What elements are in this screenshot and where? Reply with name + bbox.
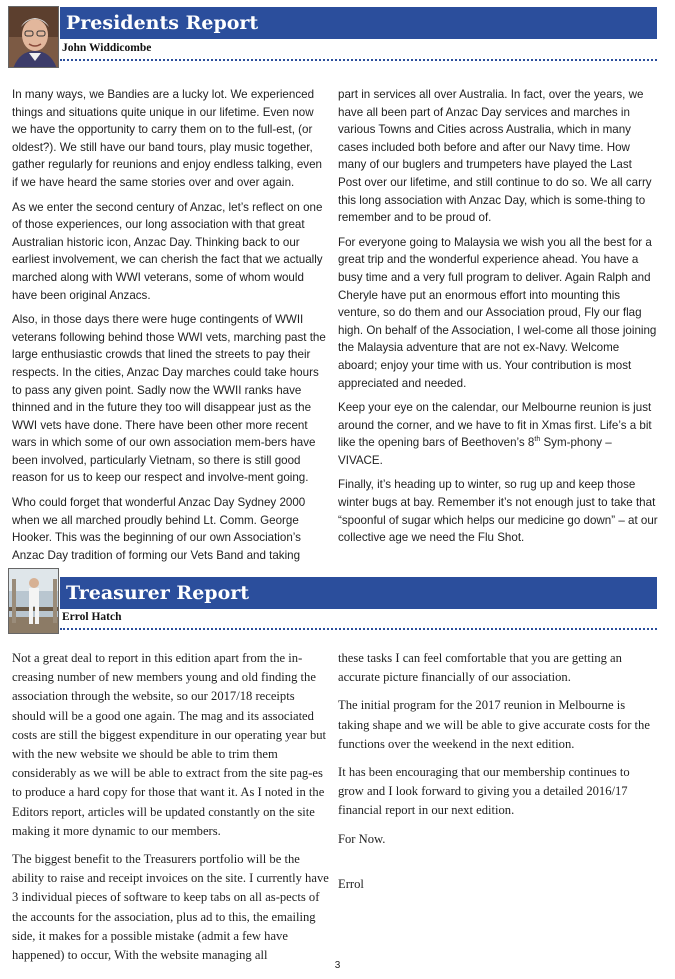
presidents-left-column: [12, 86, 330, 571]
treasurer-photo: [8, 568, 59, 634]
presidents-paragraph: In many ways, we Bandies are a lucky lot. We experienced things and situations quite unique in our lifetime. Even now we have the opportunity to carry them on to the full-est, (or oldest?). We still have our band tours, play music together, gather regularly for reunions and enjoy endless talking, even if we have heard the same stories over and over again.: [12, 88, 323, 189]
presidents-paragraph: Also, in those days there were huge contingents of WWII veterans following behind those WWI vets, marching past the large enthusiastic crowds that lined the streets to pay their respects. In the cities, Anzac Day marches could take hours to pass any given point. Sadly now the WWII ranks have thinned and in the future they too will disappear just as the WWI vets have done. There have been other more recent wars in which some of our own association mem-bers have been involved, particularly Vietnam, so there is still good reason for us to keep our respect and involve-ment going.: [12, 313, 326, 485]
treasurer-paragraph: It has been encouraging that our membership continues to grow and I look forward to giving you a detailed 2016/17 financial report in our next edition.: [338, 765, 630, 818]
page-number: 3: [334, 960, 341, 971]
presidents-divider: [60, 59, 657, 61]
treasurer-right-column: [338, 649, 658, 903]
treasurer-paragraph: these tasks I can feel comfortable that you are getting an accurate picture financially of our association.: [338, 651, 622, 685]
treasurer-paragraph: The biggest benefit to the Treasurers portfolio will be the ability to raise and receipt invoices on the site. I currently have 3 individual pieces of software to keep tabs on all as-pects of the accounts for the association, plus ad to this, the emailing side, it makes for a possible mistake (admit a few have happened) to occur, With the website managing all: [12, 852, 329, 963]
treasurer-paragraph: Not a great deal to report in this edition apart from the in-creasing number of new members young and old finding the association through the website, so our 2017/18 receipts should will be a good one again. The mag and its associated costs are still the biggest expenditure in our operating year but with the new website we should be able to trim them considerably as we will be able to extract from the site pag-es to produce a hard copy for those that want it. As I noted in the Editors report, articles will be updated constantly on the site making it more dynamic to our members.: [12, 651, 327, 838]
president-photo: [8, 6, 59, 68]
treasurer-paragraph: The initial program for the 2017 reunion in Melbourne is taking shape and we will be able to give accurate costs for the functions over the weekend in the next edition.: [338, 698, 650, 751]
treasurer-divider: [60, 628, 657, 630]
treasurer-report-section: [0, 560, 675, 963]
presidents-paragraph-beethoven: Keep your eye on the calendar, our Melbourne reunion is just around the corner, and we have to fit in Xmas first. Life’s a bit like the opening bars of Beethoven’s 8th Sym-phony – VIVACE.: [338, 401, 652, 467]
treasurer-signoff: Errol: [338, 876, 364, 891]
treasurer-report-author: Errol Hatch: [62, 611, 122, 623]
presidents-paragraph: For everyone going to Malaysia we wish you all the best for a great trip and the wonderful experience ahead. You have a busy time and a very full program to deliver. Again Ralph and Cheryle have put an enormous effort into mounting this venture, so do them and our Association proud, Fly our flag high. On behalf of the Association, I wel-come all those joining the Malaysia adventure that are not ex-Navy. Welcome aboard; enjoy your time with us. Your contribution is most appreciated and needed.: [338, 235, 657, 390]
treasurer-left-column: [12, 649, 330, 974]
presidents-paragraph: As we enter the second century of Anzac, let’s reflect on one of those experiences, our long association with that great Australian historic icon, Anzac Day. Thinking back to our earliest involvement, we can cherish the fact that we actually marched along with WWI veterans, some of whom would have been original Anzacs.: [12, 200, 323, 302]
presidents-right-column: [338, 86, 658, 554]
presidents-paragraph: part in services all over Australia. In fact, over the years, we have all been part of Anzac Day services and marches in various Towns and Cities across Australia, which in many cases included both before and after our Navy time. How many of our buglers and trumpeters have played the Last Post over our lifetime, and still continue to do so. We all carry this long association with Anzac Day, which is some-thing to remember and to be proud of.: [338, 88, 652, 225]
presidents-report-title: Presidents Report: [60, 7, 657, 39]
presidents-paragraph: Finally, it’s heading up to winter, so rug up and keep those winter bugs at bay. Remember it’s not enough just to take that “spoonful of sugar which helps our medicine go down” – at our collective age we need the Flu Shot.: [338, 478, 658, 545]
treasurer-paragraph: For Now.: [338, 831, 386, 846]
presidents-report-author: John Widdicombe: [62, 42, 152, 54]
treasurer-report-title: Treasurer Report: [60, 577, 657, 609]
presidents-paragraph: Who could forget that wonderful Anzac Day Sydney 2000 when we all marched proudly behind Lt. Comm. George Hooker. This was the beginning of our own Association’s Anzac Day tradition of forming our Vets Band and taking: [12, 496, 306, 562]
